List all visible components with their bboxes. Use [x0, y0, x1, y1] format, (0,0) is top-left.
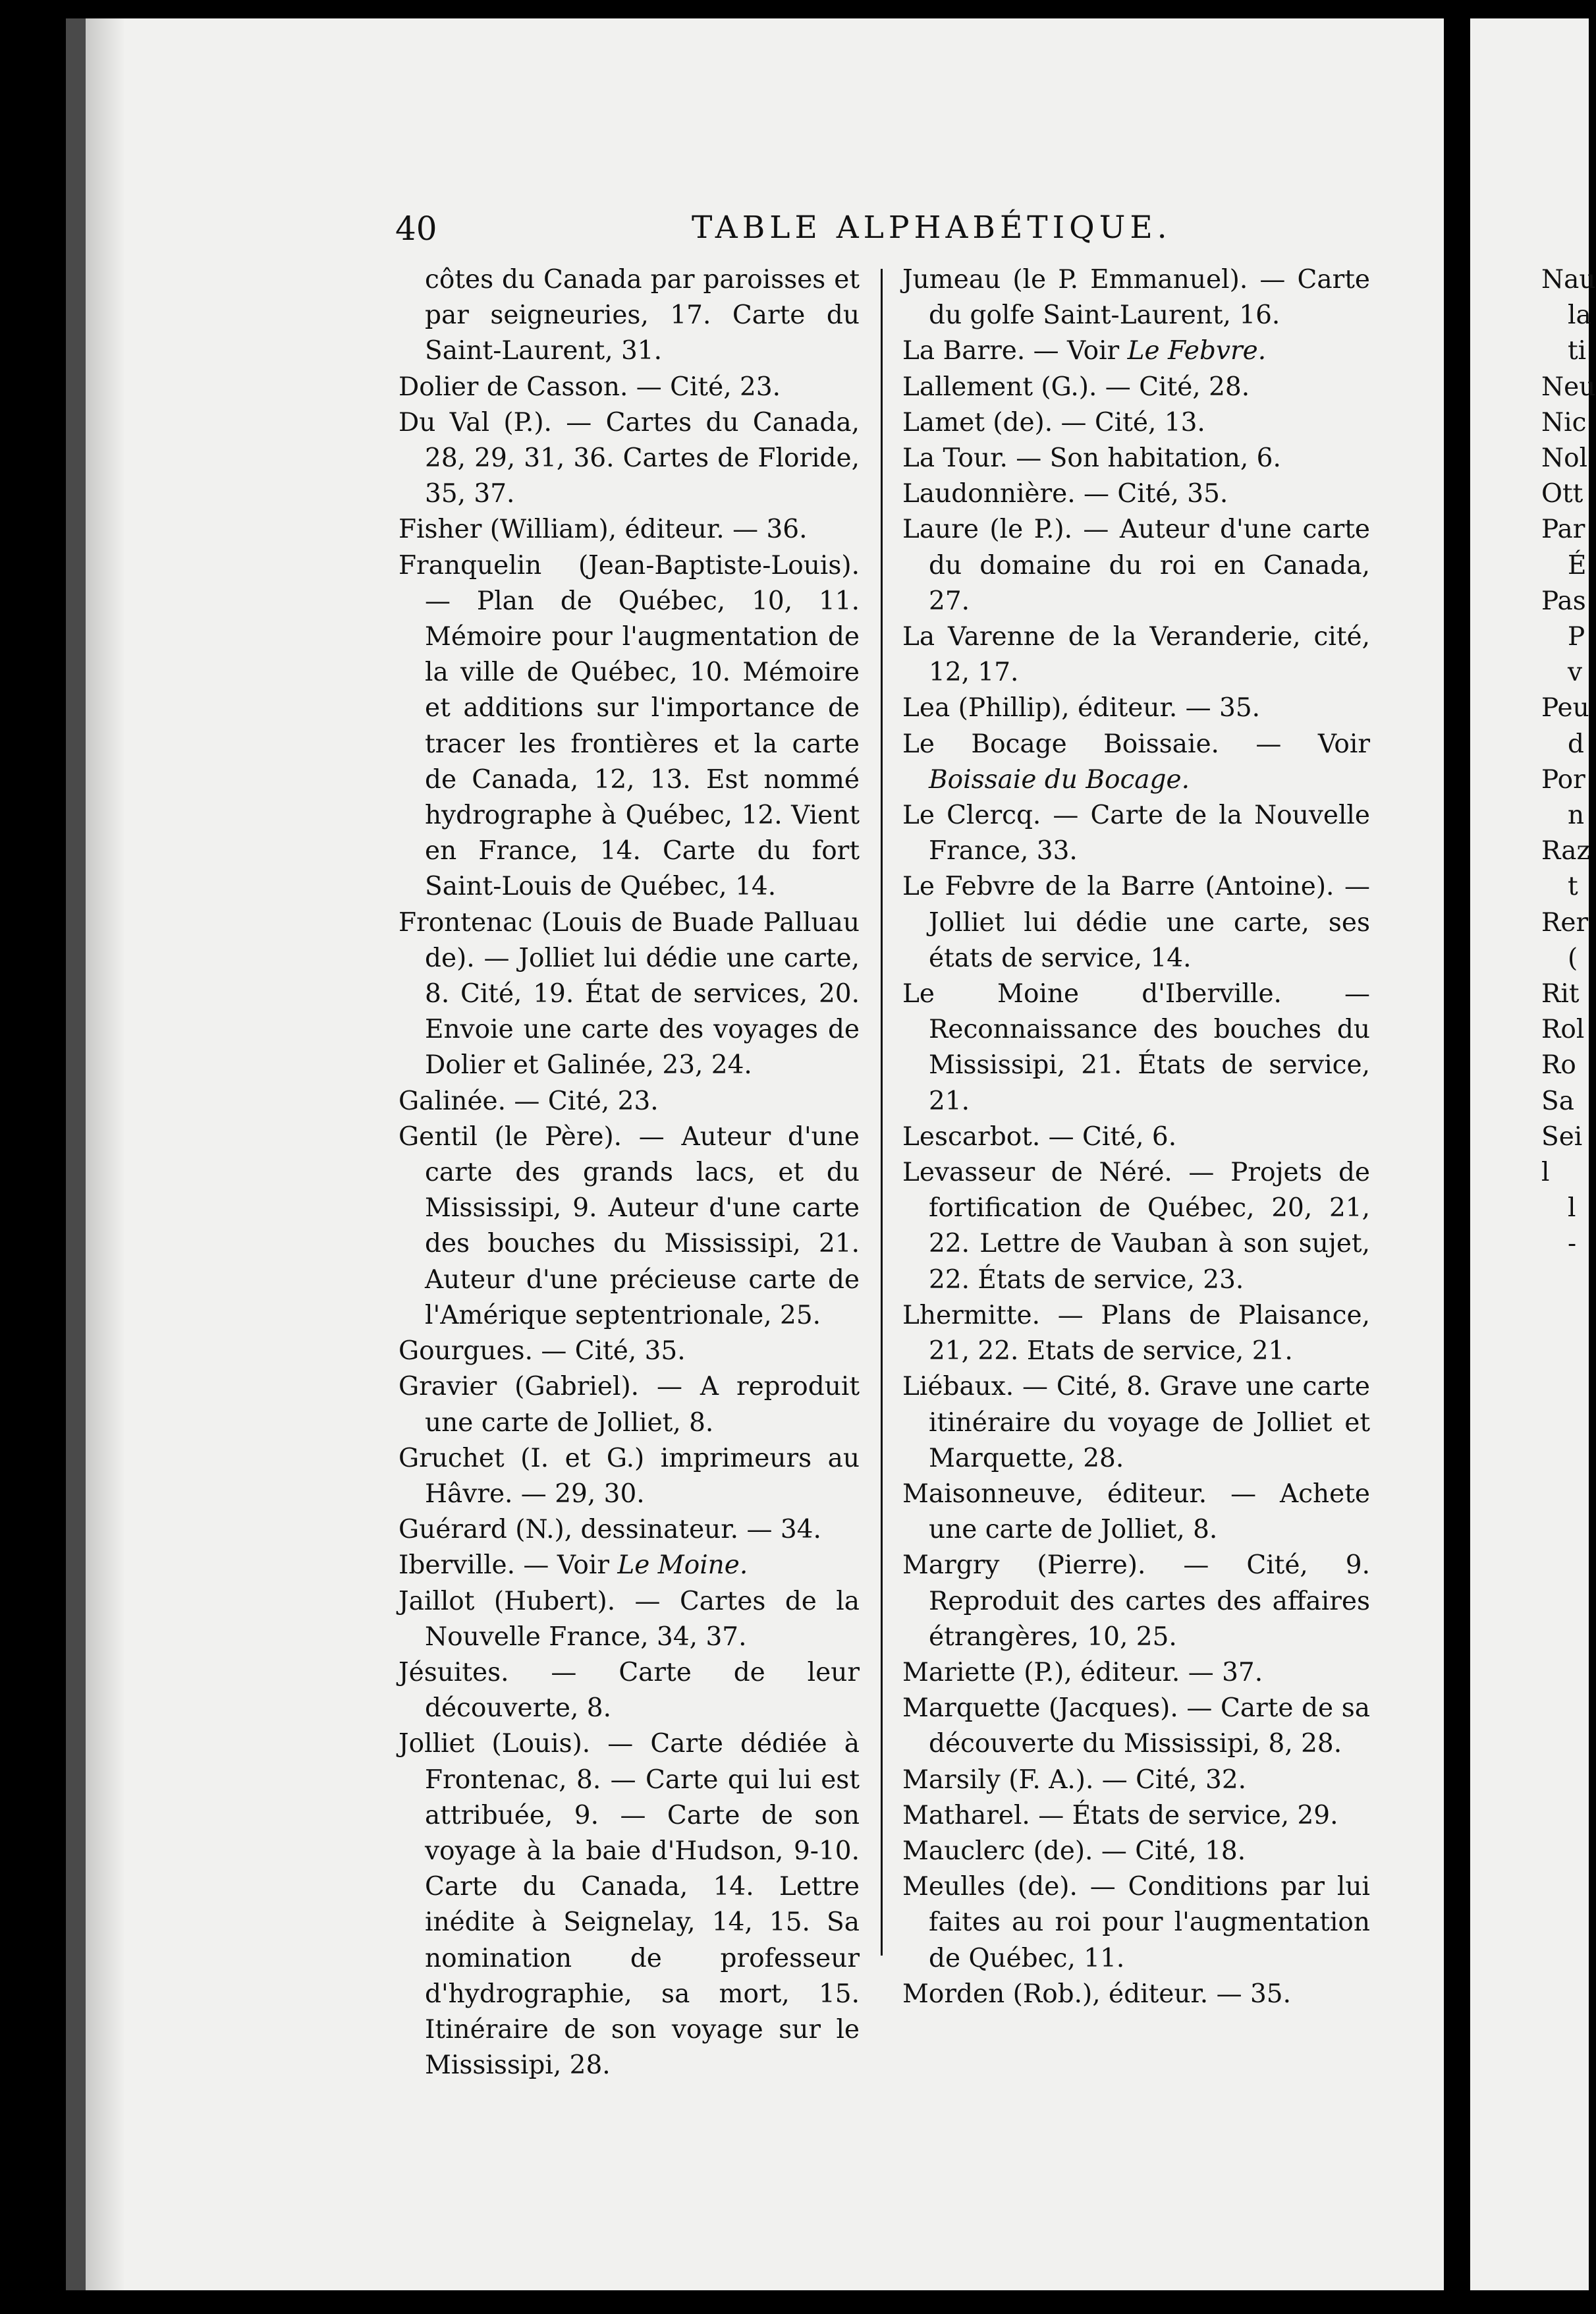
next-page-fragment: Nic [1541, 407, 1587, 437]
index-entry [399, 1726, 860, 2083]
index-entry-text: Galinée. — Cité, 23. [399, 1086, 659, 1116]
index-entry-text: Gentil (le Père). — Auteur d'une carte des grands lacs, et du Mississipi, 9. Auteur d'une carte des bouches du Mississipi, 21. Auteur d'une précieuse carte de l'Amérique septentrionale, 25. [399, 1121, 860, 1330]
index-entry [399, 1655, 860, 1726]
index-entry-text: Gravier (Gabriel). — A reproduit une carte de Jolliet, 8. [399, 1372, 860, 1438]
index-entry [399, 1441, 860, 1512]
index-entry [902, 1655, 1370, 1691]
index-entry-text: Fisher (William), éditeur. — 36. [399, 515, 808, 545]
index-entry-text: Maisonneuve, éditeur. — Achete une carte de Jolliet, 8. [902, 1479, 1370, 1545]
index-entry-text: Lea (Phillip), éditeur. — 35. [902, 693, 1261, 723]
next-page-fragment: l [1568, 1193, 1576, 1224]
index-entry-text: La Varenne de la Veranderie, cité, 12, 17. [902, 622, 1370, 688]
index-entry [399, 262, 860, 370]
next-page-fragment: Ro [1541, 1050, 1576, 1081]
index-entry-text: Du Val (P.). — Cartes du Canada, 28, 29, 31, 36. Cartes de Floride, 35, 37. [399, 407, 860, 509]
index-entry-text: côtes du Canada par paroisses et par seigneuries, 17. Carte du Saint-Laurent, 31. [425, 265, 860, 366]
index-entry [902, 798, 1370, 869]
index-entry [902, 476, 1370, 512]
next-page-fragment: ( [1568, 943, 1578, 973]
index-entry-text: La Tour. — Son habitation, 6. [902, 443, 1281, 474]
index-entry-text: Jolliet (Louis). — Carte dédiée à Frontenac, 8. — Carte qui lui est attribuée, 9. — Carte de son voyage à la baie d'Hudson, 9-10. Carte du Canada, 14. Lettre inédite à Seignelay, 14, 15. Sa nomination de professeur d'hydrographie, sa mort, 15. Itinéraire de son voyage sur le Mississipi, 28. [399, 1729, 860, 2081]
next-page-fragment: Pas [1541, 586, 1586, 616]
next-page-fragment: Neu [1541, 372, 1596, 402]
next-page-fragment: Sa [1541, 1086, 1574, 1116]
index-entry [399, 1084, 860, 1119]
index-entry [902, 333, 1370, 369]
index-entry [902, 619, 1370, 691]
index-entry [902, 1869, 1370, 1977]
next-page-fragment: - [1568, 1229, 1577, 1259]
index-entry-text: Gourgues. — Cité, 35. [399, 1336, 686, 1367]
column-divider [881, 269, 883, 1956]
index-entry-text: Le Clercq. — Carte de la Nouvelle France, 33. [902, 801, 1370, 866]
index-entry [399, 1548, 860, 1583]
index-column-left [399, 262, 860, 2083]
next-page-fragment: Nau [1541, 265, 1596, 295]
index-entry [902, 262, 1370, 333]
index-entry [399, 1584, 860, 1655]
next-page-fragment: Sei [1541, 1121, 1583, 1152]
index-entry-crossref: Boissaie du Bocage. [929, 764, 1190, 795]
index-entry-text: Meulles (de). — Conditions par lui faites au roi pour l'augmentation de Québec, 11. [902, 1872, 1370, 1973]
index-entry [902, 691, 1370, 726]
next-page-fragment: t [1568, 872, 1578, 902]
next-page-fragment: Peu [1541, 693, 1589, 723]
next-page-fragment: P [1568, 622, 1585, 652]
index-entry-crossref: Le Febvre. [1127, 336, 1267, 366]
index-entry-text: Laure (le P.). — Auteur d'une carte du domaine du roi en Canada, 27. [902, 515, 1370, 616]
index-entry [902, 512, 1370, 619]
next-page-fragment: l [1541, 1158, 1550, 1188]
index-entry-text: Marsily (F. A.). — Cité, 32. [902, 1764, 1247, 1795]
next-page-fragment: n [1568, 801, 1585, 831]
index-entry [902, 441, 1370, 476]
index-entry [902, 1977, 1370, 2012]
next-page-fragment: Nol [1541, 443, 1588, 474]
index-entry [902, 1155, 1370, 1298]
index-entry [399, 905, 860, 1084]
index-entry [902, 1119, 1370, 1155]
index-entry [902, 405, 1370, 441]
index-entry-text: Laudonnière. — Cité, 35. [902, 479, 1228, 509]
index-entry [902, 1834, 1370, 1869]
next-page-fragment: Raz [1541, 836, 1591, 866]
index-entry [902, 1798, 1370, 1834]
index-entry-text: Morden (Rob.), éditeur. — 35. [902, 1979, 1292, 2009]
index-entry [902, 1298, 1370, 1369]
index-entry-text: Mariette (P.), éditeur. — 37. [902, 1657, 1263, 1687]
index-entry-text: Marquette (Jacques). — Carte de sa découverte du Mississipi, 8, 28. [902, 1693, 1370, 1759]
next-page-fragment: ti [1568, 336, 1587, 366]
next-page-fragment: la [1568, 300, 1591, 331]
index-column-right [902, 262, 1370, 2012]
index-entry-text: Frontenac (Louis de Buade Palluau de). — Jolliet lui dédie une carte, 8. Cité, 19. État de services, 20. Envoie une carte des voyages de Dolier et Galinée, 23, 24. [399, 907, 860, 1081]
next-page-fragment: É [1568, 550, 1587, 580]
running-title: TABLE ALPHABÉTIQUE. [692, 210, 1172, 246]
page-gutter-shadow [86, 18, 125, 2290]
index-entry [902, 1548, 1370, 1655]
index-entry-text: Iberville. — Voir [399, 1550, 618, 1581]
index-entry [902, 370, 1370, 405]
page-number: 40 [395, 210, 437, 248]
index-entry-text: Levasseur de Néré. — Projets de fortification de Québec, 20, 21, 22. Lettre de Vauban à son sujet, 22. États de service, 23. [902, 1158, 1370, 1295]
index-entry-text: Lhermitte. — Plans de Plaisance, 21, 22. Etats de service, 21. [902, 1300, 1370, 1367]
next-page-fragment: Por [1541, 764, 1585, 795]
index-entry [399, 1512, 860, 1548]
index-entry-text: Matharel. — États de service, 29. [902, 1800, 1338, 1830]
index-entry [399, 1369, 860, 1440]
next-page-fragment: Ott [1541, 479, 1583, 509]
index-entry [399, 548, 860, 905]
index-entry-text: Guérard (N.), dessinateur. — 34. [399, 1515, 821, 1545]
index-entry [399, 405, 860, 513]
next-page-fragment: Rer [1541, 907, 1589, 938]
index-entry-text: Jaillot (Hubert). — Cartes de la Nouvelle France, 34, 37. [399, 1586, 860, 1652]
index-entry-text: Gruchet (I. et G.) imprimeurs au Hâvre. — 29, 30. [399, 1443, 860, 1509]
index-entry [902, 869, 1370, 976]
index-entry [902, 1763, 1370, 1798]
index-entry-text: Jumeau (le P. Emmanuel). — Carte du golfe Saint-Laurent, 16. [902, 265, 1370, 331]
index-entry-text: Lallement (G.). — Cité, 28. [902, 372, 1250, 402]
index-entry-text: Dolier de Casson. — Cité, 23. [399, 372, 781, 402]
next-page-fragment: d [1568, 729, 1584, 759]
index-entry [902, 976, 1370, 1119]
index-entry-text: Margry (Pierre). — Cité, 9. Reproduit des cartes des affaires étrangères, 10, 25. [902, 1550, 1370, 1652]
index-entry [902, 1369, 1370, 1477]
index-entry [399, 370, 860, 405]
index-entry-text: Lamet (de). — Cité, 13. [902, 407, 1205, 437]
index-entry [399, 1119, 860, 1334]
index-entry-text: Le Febvre de la Barre (Antoine). — Jolliet lui dédie une carte, ses états de service, 14. [902, 872, 1370, 973]
index-entry-text: Le Moine d'Iberville. — Reconnaissance des bouches du Mississipi, 21. États de service, 21. [902, 979, 1370, 1116]
index-entry-text: La Barre. — Voir [902, 336, 1128, 366]
index-entry-text: Mauclerc (de). — Cité, 18. [902, 1836, 1246, 1866]
next-page-fragment: Par [1541, 515, 1585, 545]
index-entry-crossref: Le Moine. [617, 1550, 748, 1581]
next-page-fragment: Rol [1541, 1015, 1585, 1045]
index-entry [399, 512, 860, 548]
next-page-fragment: Rit [1541, 979, 1580, 1009]
index-entry-text: Lescarbot. — Cité, 6. [902, 1121, 1177, 1152]
index-entry [902, 727, 1370, 798]
index-entry [399, 1334, 860, 1369]
index-entry-text: Franquelin (Jean-Baptiste-Louis). — Plan de Québec, 10, 11. Mémoire pour l'augmentation de la ville de Québec, 10. Mémoire et additions sur l'importance de tracer les frontières et la carte de Canada, 12, 13. Est nommé hydrographe à Québec, 12. Vient en France, 14. Carte du fort Saint-Louis de Québec, 14. [399, 550, 860, 902]
next-page-fragment-column [1541, 262, 1596, 1262]
index-entry [902, 1477, 1370, 1548]
index-entry [902, 1691, 1370, 1762]
next-page-fragment: v [1568, 658, 1583, 688]
index-entry-text: Le Bocage Boissaie. — Voir [902, 729, 1370, 759]
index-entry-text: Jésuites. — Carte de leur découverte, 8. [399, 1657, 860, 1724]
index-entry-text: Liébaux. — Cité, 8. Grave une carte itinéraire du voyage de Jolliet et Marquette, 28. [902, 1372, 1370, 1473]
